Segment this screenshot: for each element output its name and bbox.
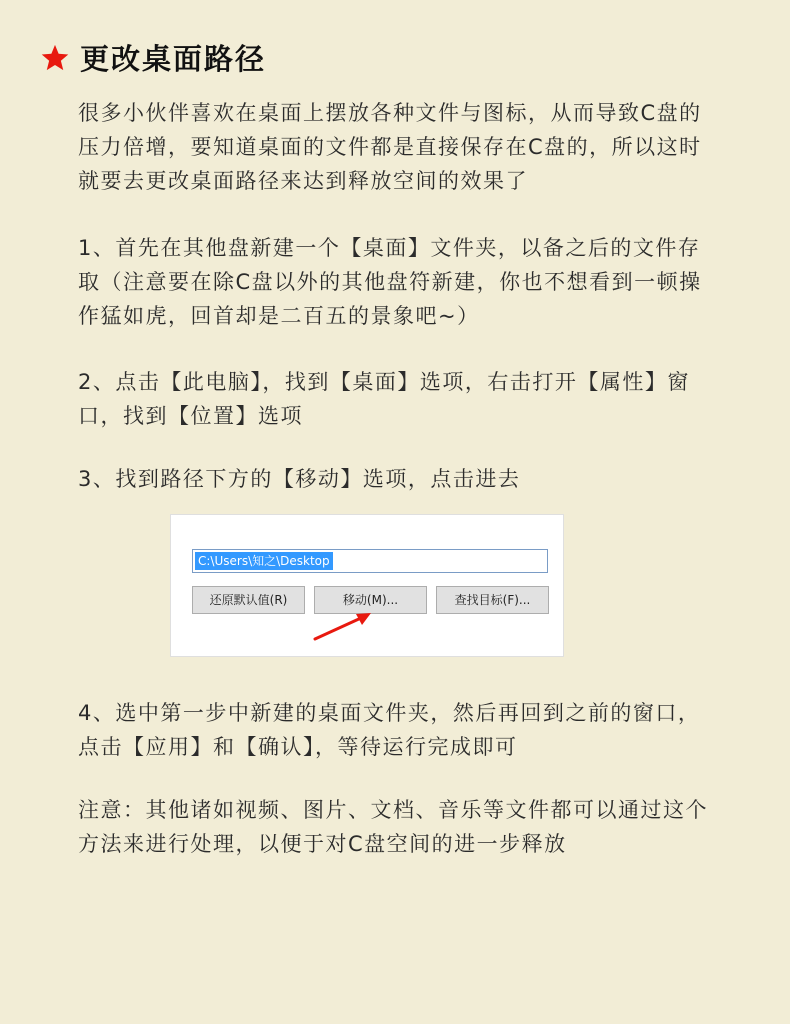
page-title: 更改桌面路径 xyxy=(80,42,267,76)
path-input[interactable] xyxy=(192,549,548,573)
text-line: 很多小伙伴喜欢在桌面上摆放各种文件与图标，从而导致C盘的 xyxy=(78,101,702,125)
text-line: 3、找到路径下方的【移动】选项，点击进去 xyxy=(78,467,521,491)
restore-default-button[interactable]: 还原默认值(R) xyxy=(192,586,305,614)
move-button[interactable]: 移动(M)... xyxy=(314,586,427,614)
text-line: 作猛如虎，回首却是二百五的景象吧~） xyxy=(78,304,480,328)
text-line: 压力倍增，要知道桌面的文件都是直接保存在C盘的，所以这时 xyxy=(78,135,702,159)
text-line: 2、点击【此电脑】，找到【桌面】选项，右击打开【属性】窗 xyxy=(78,370,690,394)
text-line: 1、首先在其他盘新建一个【桌面】文件夹，以备之后的文件存 xyxy=(78,236,701,260)
location-dialog-screenshot xyxy=(170,514,564,657)
star-icon xyxy=(40,43,70,73)
text-line: 点击【应用】和【确认】，等待运行完成即可 xyxy=(78,735,518,759)
find-target-button[interactable]: 查找目标(F)... xyxy=(436,586,549,614)
note-paragraph xyxy=(78,793,708,861)
text-line: 方法来进行处理，以便于对C盘空间的进一步释放 xyxy=(78,832,567,856)
step-1-paragraph xyxy=(78,231,702,333)
intro-paragraph xyxy=(78,96,702,198)
step-3-paragraph xyxy=(78,462,520,496)
step-2-paragraph xyxy=(78,365,690,433)
step-4-paragraph xyxy=(78,696,700,764)
text-line: 4、选中第一步中新建的桌面文件夹，然后再回到之前的窗口， xyxy=(78,701,701,725)
path-value: C:\Users\知之\Desktop xyxy=(195,552,333,570)
text-line: 注意：其他诸如视频、图片、文档、音乐等文件都可以通过这个 xyxy=(78,798,708,822)
text-line: 取（注意要在除C盘以外的其他盘符新建，你也不想看到一顿操 xyxy=(78,270,702,294)
text-line: 口，找到【位置】选项 xyxy=(78,404,303,428)
text-line: 就要去更改桌面路径来达到释放空间的效果了 xyxy=(78,169,528,193)
red-arrow-icon xyxy=(309,609,379,643)
